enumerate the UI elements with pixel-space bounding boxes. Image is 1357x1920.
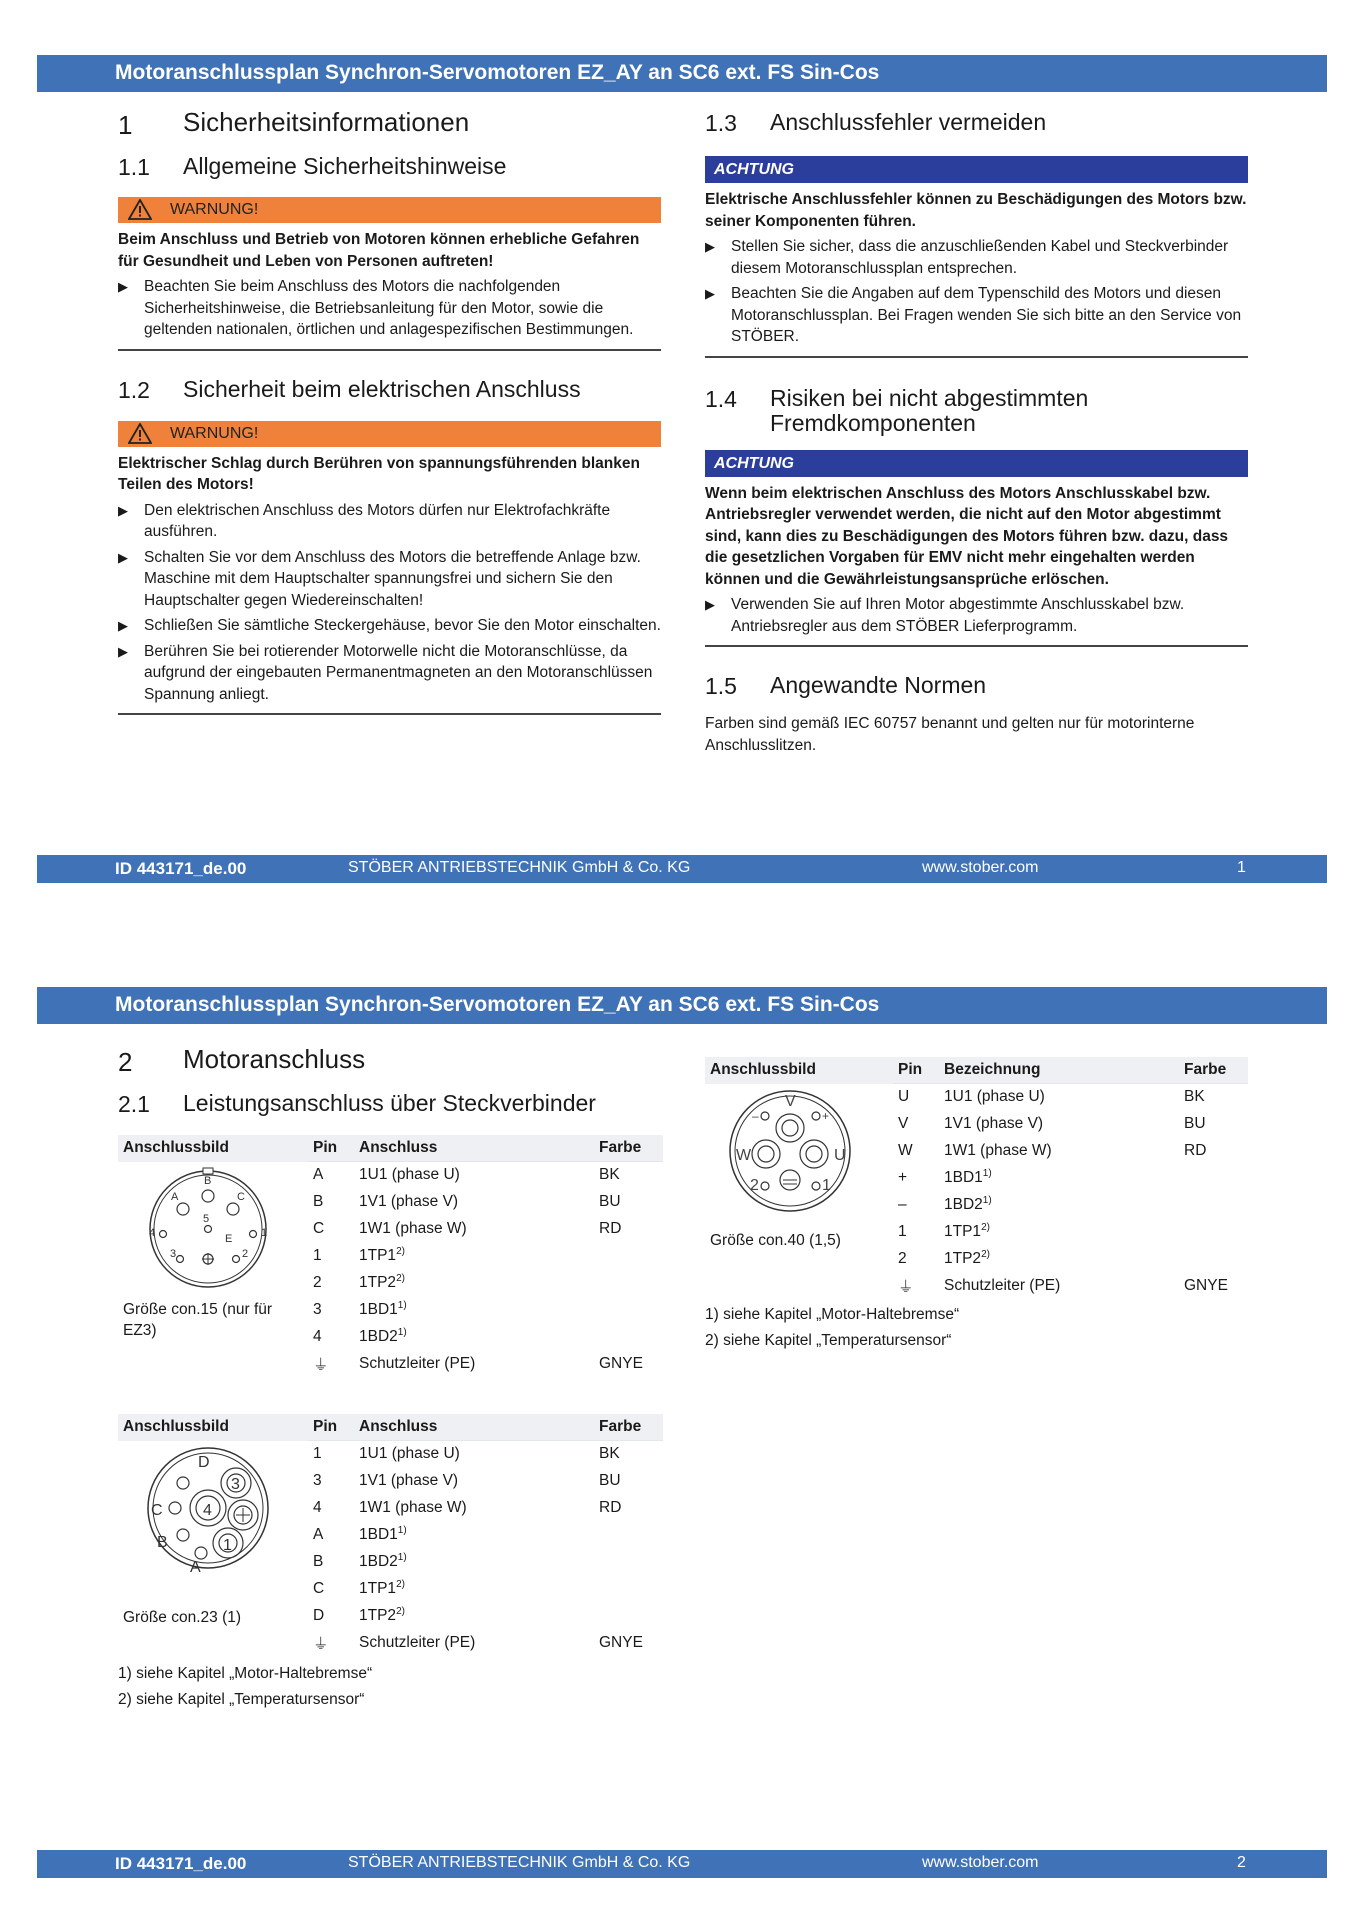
list-item-text: Stellen Sie sicher, dass die anzuschließenden Kabel und Steckverbinder diesem Motoranschlussplan entsprechen.	[731, 238, 1229, 277]
page-1	[0, 0, 1357, 935]
svg-text:U: U	[834, 1146, 846, 1164]
connector-con23-diagram	[123, 1443, 293, 1578]
svg-text:2: 2	[750, 1176, 759, 1194]
connection-cell: Schutzleiter (PE)	[354, 1351, 594, 1378]
bullet-icon: ▶	[705, 239, 715, 254]
pin-cell: A	[308, 1162, 354, 1189]
list-item-text: Schalten Sie vor dem Anschluss des Motors die betreffende Anlage bzw. Maschine mit dem Hauptschalter spannungsfrei und sichern Sie den Hauptschalter gegen Wiedereinschalten!	[144, 548, 641, 609]
section-number: 1.3	[705, 110, 737, 136]
color-cell	[1179, 1165, 1248, 1192]
connection-name: 1TP1	[359, 1580, 397, 1598]
connection-name: 1BD2	[359, 1553, 398, 1571]
connector-diagram-cell	[705, 1084, 893, 1300]
header-title: Motoranschlussplan Synchron-Servomotoren EZ_AY an SC6 ext. FS Sin-Cos	[115, 993, 880, 1016]
connection-cell: Schutzleiter (PE)	[939, 1273, 1179, 1300]
section-title: Angewandte Normen	[770, 672, 987, 698]
section-number: 1.2	[118, 376, 150, 403]
column-header: Pin	[893, 1057, 939, 1084]
svg-text:C: C	[237, 1190, 245, 1203]
bullet-icon: ▶	[705, 286, 715, 301]
color-cell: GNYE	[1179, 1273, 1248, 1300]
svg-text:B: B	[157, 1533, 168, 1551]
footnote: 2) siehe Kapitel „Temperatursensor“	[118, 1691, 365, 1708]
achtung-label: ACHTUNG	[714, 454, 794, 472]
svg-text:3: 3	[170, 1247, 177, 1260]
warning-triangle-icon	[128, 423, 152, 444]
connection-cell	[354, 1522, 594, 1549]
document-id: ID 443171_de.00	[115, 1854, 247, 1873]
section-title: Allgemeine Sicherheitshinweise	[183, 153, 507, 179]
section-2-heading	[118, 1044, 663, 1087]
connector-caption: Größe con.23 (1)	[123, 1608, 242, 1626]
svg-text:4: 4	[149, 1226, 156, 1239]
section-number: 1.4	[705, 385, 737, 412]
color-cell	[1179, 1246, 1248, 1273]
pin-cell: 4	[308, 1324, 354, 1351]
connection-name: 1TP1	[944, 1223, 982, 1241]
list-item-text: Den elektrischen Anschluss des Motors dürfen nur Elektrofachkräfte ausführen.	[144, 501, 611, 540]
svg-text:A: A	[171, 1190, 179, 1203]
list-item	[705, 236, 1248, 279]
list-item	[118, 500, 661, 543]
footnote-ref: 2)	[396, 1579, 405, 1591]
color-cell: BU	[594, 1189, 663, 1216]
warning-label: WARNUNG!	[170, 201, 259, 218]
connection-name: 1TP1	[359, 1247, 397, 1265]
footnote: 1) siehe Kapitel „Motor-Haltebremse“	[705, 1306, 960, 1323]
section-title: Sicherheit beim elektrischen Anschluss	[183, 375, 581, 402]
page-footer	[37, 855, 1327, 883]
connection-cell: Schutzleiter (PE)	[354, 1630, 594, 1657]
page-number: 1	[1237, 859, 1246, 876]
color-cell	[1179, 1219, 1248, 1246]
list-item-text: Verwenden Sie auf Ihren Motor abgestimmte Anschlusskabel bzw. Antriebsregler aus dem STÖBER Lieferprogramm.	[731, 596, 1185, 635]
color-cell: GNYE	[594, 1630, 663, 1657]
color-cell: RD	[1179, 1138, 1248, 1165]
column-header: Anschluss	[354, 1135, 594, 1162]
column-header: Farbe	[594, 1135, 663, 1162]
svg-text:1: 1	[261, 1226, 268, 1239]
pin-cell: U	[893, 1084, 939, 1111]
connector-diagram-cell	[118, 1162, 308, 1378]
connection-name: 1BD1	[359, 1526, 398, 1544]
bullet-icon: ▶	[118, 502, 128, 518]
footnote-ref: 2)	[396, 1246, 405, 1258]
divider	[118, 713, 661, 715]
footnote-ref: 2)	[396, 1273, 405, 1285]
warning-triangle-icon	[128, 199, 152, 220]
notice-text: Elektrische Anschlussfehler können zu Beschädigungen des Motors bzw. seiner Komponenten führen.	[705, 191, 1247, 230]
ground-icon: ⏚	[308, 1351, 354, 1378]
ground-icon: ⏚	[308, 1630, 354, 1657]
color-cell	[594, 1522, 663, 1549]
color-cell	[594, 1324, 663, 1351]
section-2-1-heading	[118, 1091, 663, 1135]
list-item	[118, 641, 661, 706]
connection-name: 1BD1	[944, 1169, 983, 1187]
achtung-banner	[705, 450, 1248, 477]
color-cell: RD	[594, 1495, 663, 1522]
section-1-4-heading	[705, 386, 1248, 450]
color-cell: BU	[594, 1468, 663, 1495]
header-title: Motoranschlussplan Synchron-Servomotoren EZ_AY an SC6 ext. FS Sin-Cos	[115, 61, 880, 84]
instruction-list	[118, 500, 661, 706]
pin-cell: +	[893, 1165, 939, 1192]
column-header: Anschlussbild	[118, 1135, 308, 1162]
connector-caption: Größe con.15 (nur für EZ3)	[123, 1300, 273, 1339]
connection-cell	[939, 1246, 1179, 1273]
connector-diagram-cell	[118, 1441, 308, 1657]
section-title: Motoranschluss	[183, 1044, 366, 1074]
divider	[705, 356, 1248, 358]
pin-cell: C	[308, 1216, 354, 1243]
connection-cell	[939, 1165, 1179, 1192]
color-cell	[594, 1576, 663, 1603]
table-header-row	[705, 1057, 1248, 1084]
ground-icon: ⏚	[893, 1273, 939, 1300]
achtung-label: ACHTUNG	[714, 161, 794, 178]
list-item-text: Beachten Sie beim Anschluss des Motors die nachfolgenden Sicherheitshinweise, die Betriebsanleitung für den Motor, sowie die geltenden nationalen, örtlichen und anlagespezifischen Bestimmungen.	[144, 278, 634, 338]
connection-cell	[354, 1576, 594, 1603]
color-cell: BK	[1179, 1084, 1248, 1111]
column-header: Bezeichnung	[939, 1057, 1179, 1084]
pin-cell: A	[308, 1522, 354, 1549]
svg-text:1: 1	[223, 1536, 232, 1554]
bullet-icon: ▶	[118, 549, 128, 565]
right-column	[705, 110, 1248, 756]
color-cell	[1179, 1192, 1248, 1219]
section-number: 1.1	[118, 154, 150, 180]
pin-cell: 1	[893, 1219, 939, 1246]
connector-con15-diagram	[123, 1164, 293, 1294]
page-header	[37, 987, 1327, 1024]
section-number: 2.1	[118, 1091, 150, 1117]
right-column	[705, 1057, 1248, 1354]
instruction-list	[705, 236, 1248, 348]
connection-cell: 1V1 (phase V)	[354, 1189, 594, 1216]
footnote-ref: 1)	[982, 1195, 992, 1207]
connector-caption: Größe con.40 (1,5)	[710, 1231, 841, 1249]
list-item	[118, 547, 661, 612]
pin-cell: 1	[308, 1441, 354, 1468]
svg-text:4: 4	[203, 1501, 212, 1519]
column-header: Farbe	[1179, 1057, 1248, 1084]
pin-cell: W	[893, 1138, 939, 1165]
connection-cell	[354, 1297, 594, 1324]
page-number: 2	[1237, 1854, 1246, 1871]
section-title: Sicherheitsinformationen	[183, 107, 470, 137]
footnote-ref: 1)	[397, 1552, 407, 1564]
color-cell: GNYE	[594, 1351, 663, 1378]
column-header: Anschlussbild	[118, 1414, 308, 1441]
list-item-text: Berühren Sie bei rotierender Motorwelle nicht die Motoranschlüsse, da aufgrund der eingebauten Permanentmagneten an den Motoranschlüssen Spannung anliegt.	[144, 642, 653, 703]
notice-text: Wenn beim elektrischen Anschluss des Motors Anschlusskabel bzw. Antriebsregler verwendet werden, die nicht auf den Motor abgestimmt sind, kann dies zu Beschädigungen des Motors führen bzw. dazu, dass die gesetzlichen Vorgaben für EMV nicht mehr eingehalten werden können und die Gewährleistungsansprüche erlöschen.	[705, 484, 1229, 588]
color-cell: BU	[1179, 1111, 1248, 1138]
svg-text:+: +	[822, 1108, 830, 1123]
divider	[118, 349, 661, 351]
svg-text:–: –	[752, 1108, 759, 1123]
color-cell: BK	[594, 1162, 663, 1189]
connection-cell	[354, 1603, 594, 1630]
list-item	[118, 276, 661, 341]
connection-name: 1BD2	[944, 1196, 983, 1214]
website-link[interactable]: www.stober.com	[922, 1854, 1039, 1871]
section-1-2-heading	[118, 377, 661, 421]
pin-cell: B	[308, 1549, 354, 1576]
pin-cell: C	[308, 1576, 354, 1603]
connection-cell	[354, 1270, 594, 1297]
footnote-ref: 2)	[981, 1249, 990, 1261]
section-number: 1.5	[705, 673, 737, 699]
page-footer	[37, 1850, 1327, 1878]
list-item-text: Schließen Sie sämtliche Steckergehäuse, bevor Sie den Motor einschalten.	[144, 617, 661, 634]
section-1-3-heading	[705, 110, 1248, 154]
table-row	[118, 1162, 663, 1189]
connection-cell	[354, 1549, 594, 1576]
warning-text: Elektrischer Schlag durch Berühren von spannungsführenden blanken Teilen des Motors!	[118, 454, 640, 493]
svg-text:1: 1	[822, 1176, 831, 1194]
footnote: 2) siehe Kapitel „Temperatursensor“	[705, 1332, 952, 1349]
pin-cell: 2	[308, 1270, 354, 1297]
section-title: Risiken bei nicht abgestimmten	[770, 384, 1089, 411]
footnote-ref: 1)	[397, 1525, 407, 1537]
connection-name: 1TP2	[359, 1274, 397, 1292]
company-name: STÖBER ANTRIEBSTECHNIK GmbH & Co. KG	[348, 1854, 691, 1871]
connection-cell	[354, 1324, 594, 1351]
list-item	[705, 283, 1248, 348]
connection-name: 1TP2	[944, 1250, 982, 1268]
connection-name: 1BD1	[359, 1301, 398, 1319]
table-header-row	[118, 1414, 663, 1441]
website-link[interactable]: www.stober.com	[922, 859, 1039, 876]
pin-cell: 3	[308, 1468, 354, 1495]
instruction-list	[118, 276, 661, 341]
section-1-5-heading	[705, 673, 1248, 713]
footnote-ref: 1)	[982, 1168, 992, 1180]
pin-cell: V	[893, 1111, 939, 1138]
column-header: Pin	[308, 1135, 354, 1162]
section-1-1-heading	[118, 154, 661, 197]
bullet-icon: ▶	[118, 279, 128, 294]
pin-cell: –	[893, 1192, 939, 1219]
svg-text:D: D	[198, 1453, 210, 1471]
color-cell	[594, 1243, 663, 1270]
warning-text: Beim Anschluss und Betrieb von Motoren können erhebliche Gefahren für Gesundheit und Leben von Personen auftreten!	[118, 231, 640, 270]
section-number: 1	[118, 110, 133, 140]
table-header-row	[118, 1135, 663, 1162]
connection-cell: 1U1 (phase U)	[354, 1162, 594, 1189]
left-column	[118, 1044, 663, 1713]
connector-table-con23	[118, 1414, 663, 1657]
list-item	[705, 594, 1248, 637]
section-title: Anschlussfehler vermeiden	[770, 109, 1047, 135]
footnote-ref: 1)	[397, 1300, 407, 1312]
connector-con40-diagram	[710, 1086, 880, 1221]
pin-cell: B	[308, 1189, 354, 1216]
svg-text:C: C	[151, 1501, 163, 1519]
pin-cell: D	[308, 1603, 354, 1630]
color-cell	[594, 1549, 663, 1576]
svg-text:E: E	[225, 1232, 233, 1245]
pin-cell: 1	[308, 1243, 354, 1270]
color-cell: BK	[594, 1441, 663, 1468]
warning-banner	[118, 197, 661, 223]
section-title-line2: Fremdkomponenten	[770, 409, 976, 436]
pin-cell: 2	[893, 1246, 939, 1273]
connector-table-con40	[705, 1057, 1248, 1300]
column-header: Anschluss	[354, 1414, 594, 1441]
bullet-icon: ▶	[118, 643, 128, 659]
footnote-ref: 2)	[981, 1222, 990, 1234]
warning-label: WARNUNG!	[170, 424, 259, 442]
section-1-heading	[118, 107, 661, 150]
left-column	[118, 107, 661, 715]
connection-cell: 1U1 (phase U)	[354, 1441, 594, 1468]
footnote: 1) siehe Kapitel „Motor-Haltebremse“	[118, 1665, 373, 1682]
footnote-ref: 2)	[396, 1606, 405, 1618]
connection-cell: 1V1 (phase V)	[939, 1111, 1179, 1138]
connection-cell: 1V1 (phase V)	[354, 1468, 594, 1495]
section-number: 2	[118, 1047, 133, 1077]
color-cell	[594, 1297, 663, 1324]
bullet-icon: ▶	[118, 618, 128, 633]
norms-text: Farben sind gemäß IEC 60757 benannt und gelten nur für motorinterne Anschlusslitzen.	[705, 715, 1195, 754]
color-cell: RD	[594, 1216, 663, 1243]
svg-text:5: 5	[203, 1212, 210, 1225]
achtung-banner	[705, 156, 1248, 183]
connection-name: 1BD2	[359, 1328, 398, 1346]
column-header: Pin	[308, 1414, 354, 1441]
connection-cell: 1U1 (phase U)	[939, 1084, 1179, 1111]
table-row	[118, 1441, 663, 1468]
list-item	[118, 615, 661, 637]
connection-cell: 1W1 (phase W)	[939, 1138, 1179, 1165]
footnote-ref: 1)	[397, 1327, 407, 1339]
connector-table-con15	[118, 1135, 663, 1378]
table-row	[705, 1084, 1248, 1111]
connection-cell: 1W1 (phase W)	[354, 1216, 594, 1243]
svg-text:B: B	[204, 1174, 212, 1187]
svg-text:W: W	[736, 1146, 752, 1164]
bullet-icon: ▶	[705, 597, 715, 612]
svg-text:2: 2	[242, 1247, 249, 1260]
pin-cell: 4	[308, 1495, 354, 1522]
section-title: Leistungsanschluss über Steckverbinder	[183, 1090, 596, 1116]
document-id: ID 443171_de.00	[115, 859, 247, 878]
svg-text:A: A	[190, 1558, 201, 1576]
svg-text:V: V	[785, 1092, 796, 1110]
company-name: STÖBER ANTRIEBSTECHNIK GmbH & Co. KG	[348, 859, 691, 876]
instruction-list	[705, 594, 1248, 637]
pin-cell: 3	[308, 1297, 354, 1324]
connection-cell	[939, 1219, 1179, 1246]
svg-text:3: 3	[231, 1475, 240, 1493]
column-header: Farbe	[594, 1414, 663, 1441]
connection-cell	[354, 1243, 594, 1270]
connection-cell: 1W1 (phase W)	[354, 1495, 594, 1522]
divider	[705, 645, 1248, 647]
list-item-text: Beachten Sie die Angaben auf dem Typenschild des Motors und diesen Motoranschlussplan. Bei Fragen wenden Sie sich bitte an den Service von STÖBER.	[731, 285, 1242, 345]
color-cell	[594, 1603, 663, 1630]
page-header	[37, 55, 1327, 92]
connection-name: 1TP2	[359, 1607, 397, 1625]
color-cell	[594, 1270, 663, 1297]
connection-cell	[939, 1192, 1179, 1219]
column-header: Anschlussbild	[705, 1057, 893, 1084]
page-2	[0, 935, 1357, 1873]
warning-banner	[118, 421, 661, 447]
